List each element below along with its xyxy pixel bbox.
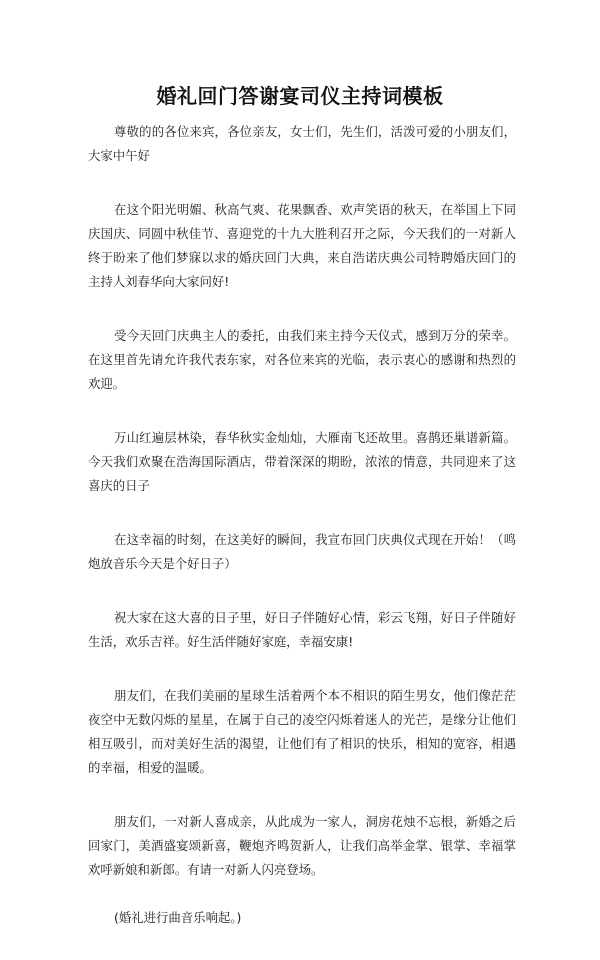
paragraph-announcement: 在这幸福的时刻，在这美好的瞬间，我宣布回门庆典仪式现在开始！（鸣炮放音乐今天是个好日子） xyxy=(88,532,516,571)
document-body xyxy=(88,120,516,960)
paragraph-music-cue: (婚礼进行曲音乐响起。) xyxy=(114,910,242,925)
paragraph-thanks: 受今天回门庆典主人的委托，由我们来主持今天仪式，感到万分的荣幸。在这里首先请允许我代表东家，对各位来宾的光临，表示衷心的感谢和热烈的欢迎。 xyxy=(88,328,516,391)
paragraph-opening: 在这个阳光明媚、秋高气爽、花果飘香、欢声笑语的秋天，在举国上下同庆国庆、同圆中秋佳节、喜迎党的十九大胜利召开之际，今天我们的一对新人终于盼来了他们梦寐以求的婚庆回门大典，来自浩诺庆典公司特聘婚庆回门的主持人刘春华向大家问好! xyxy=(88,202,516,289)
paragraph-love-story: 朋友们，在我们美丽的星球生活着两个本不相识的陌生男女，他们像茫茫夜空中无数闪烁的星星，在属于自己的凌空闪烁着迷人的光芒，是缘分让他们相互吸引，而对美好生活的渴望，让他们有了相识的快乐，相知的宽容，相遇的幸福，相爱的温暖。 xyxy=(88,688,516,775)
paragraph-gathering: 万山红遍层林染，春华秋实金灿灿，大雁南飞还故里。喜鹊还巢谱新篇。今天我们欢聚在浩海国际酒店，带着深深的期盼，浓浓的情意，共同迎来了这喜庆的日子 xyxy=(88,430,516,493)
paragraph-blessing: 祝大家在这大喜的日子里，好日子伴随好心情，彩云飞翔，好日子伴随好生活，欢乐吉祥。好生活伴随好家庭，幸福安康! xyxy=(88,610,516,649)
page-title: 婚礼回门答谢宴司仪主持词模板 xyxy=(156,84,444,108)
paragraph-newlyweds: 朋友们，一对新人喜成亲，从此成为一家人，洞房花烛不忘根，新婚之后回家门，美酒盛宴颂新喜，鞭炮齐鸣贺新人，让我们高举金掌、银掌、幸福掌欢呼新娘和新郎。有请一对新人闪亮登场。 xyxy=(88,814,516,877)
paragraph-greeting: 尊敬的的各位来宾，各位亲友，女士们，先生们，活泼可爱的小朋友们，大家中午好 xyxy=(88,124,516,163)
